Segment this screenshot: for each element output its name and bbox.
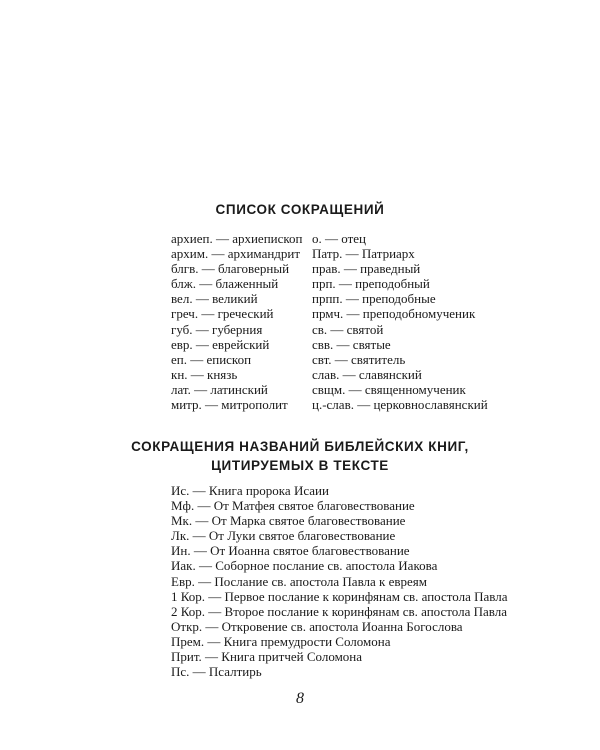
abbreviation-entry: слав. — славянский — [312, 366, 422, 382]
abbreviation-entry: митр. — митрополит — [171, 397, 288, 413]
abbreviation-entry: прп. — преподобный — [312, 276, 430, 292]
abbreviation-entry: блж. — блаженный — [171, 276, 279, 292]
bible-book-entry: Прем. — Книга премудрости Соломона — [171, 633, 391, 649]
abbreviation-entry: свт. — святитель — [312, 351, 406, 367]
abbreviation-entry: блгв. — благоверный — [171, 261, 290, 277]
abbreviation-entry: евр. — еврейский — [171, 336, 270, 352]
bible-book-entry: Мф. — От Матфея святое благовествование — [171, 498, 415, 514]
abbreviation-entry: Патр. — Патриарх — [312, 246, 415, 262]
bible-book-entry: 2 Кор. — Второе послание к коринфянам св. апостола Павла — [171, 603, 507, 619]
bible-books-list — [171, 483, 508, 679]
abbreviation-entry: прав. — праведный — [312, 261, 421, 277]
bible-book-entry: Евр. — Послание св. апостола Павла к евреям — [171, 573, 427, 589]
bible-book-entry: Ин. — От Иоанна святое благовествование — [171, 543, 410, 559]
abbreviation-entry: вел. — великий — [171, 291, 258, 307]
abbreviation-entry: еп. — епископ — [171, 351, 252, 367]
bible-book-entry: Иак. — Соборное послание св. апостола Иакова — [171, 558, 438, 574]
bible-books-heading-line1: СОКРАЩЕНИЯ НАЗВАНИЙ БИБЛЕЙСКИХ КНИГ, — [131, 439, 469, 454]
bible-books-heading — [0, 437, 600, 475]
abbreviation-entry: губ. — губерния — [171, 321, 263, 337]
abbreviations-right-column — [312, 231, 488, 412]
bible-book-entry: Мк. — От Марка святое благовествование — [171, 513, 406, 529]
bible-books-heading-line2: ЦИТИРУЕМЫХ В ТЕКСТЕ — [211, 458, 389, 473]
abbreviation-entry: лат. — латинский — [171, 381, 268, 397]
abbreviation-entry: архиеп. — архиепископ — [171, 231, 303, 246]
abbreviations-left-column — [171, 231, 303, 412]
abbreviation-entry: ц.-слав. — церковнославянский — [312, 397, 488, 413]
abbreviation-entry: архим. — архимандрит — [171, 246, 301, 262]
bible-book-entry: 1 Кор. — Первое послание к коринфянам св. апостола Павла — [171, 588, 508, 604]
bible-book-entry: Прит. — Книга притчей Соломона — [171, 649, 363, 665]
bible-book-entry: Ис. — Книга пророка Исаии — [171, 483, 329, 498]
abbreviation-entry: св. — святой — [312, 321, 384, 337]
page-number: 8 — [296, 690, 304, 707]
abbreviations-heading: СПИСОК СОКРАЩЕНИЙ — [215, 202, 385, 217]
abbreviation-entry: прпп. — преподобные — [312, 291, 436, 307]
abbreviation-entry: кн. — князь — [171, 366, 238, 382]
abbreviation-entry: греч. — греческий — [171, 306, 274, 322]
bible-book-entry: Откр. — Откровение св. апостола Иоанна Богослова — [171, 618, 463, 634]
abbreviation-entry: свв. — святые — [312, 336, 391, 352]
abbreviation-entry: прмч. — преподобномученик — [312, 306, 476, 322]
bible-book-entry: Лк. — От Луки святое благовествование — [171, 528, 396, 544]
bible-book-entry: Пс. — Псалтирь — [171, 664, 262, 680]
abbreviation-entry: о. — отец — [312, 231, 366, 246]
abbreviation-entry: свщм. — священномученик — [312, 381, 466, 397]
